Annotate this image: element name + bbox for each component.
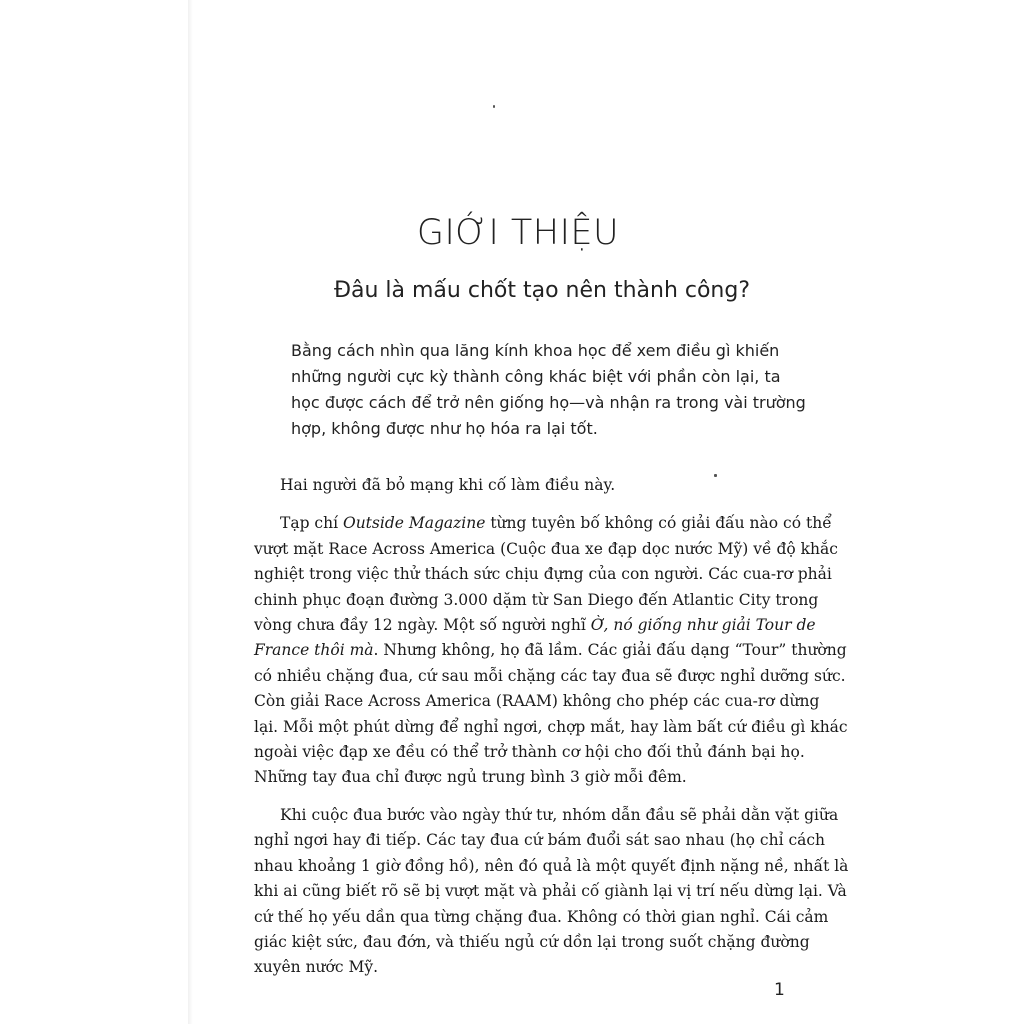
paragraph-line bbox=[254, 613, 816, 638]
abstract-line: hợp, không được như họ hóa ra lại tốt. bbox=[291, 419, 598, 438]
italic-quote: France thôi mà bbox=[254, 641, 374, 660]
page-number: 1 bbox=[774, 980, 785, 1000]
paragraph-line: Những tay đua chỉ được ngủ trung bình 3 giờ mỗi đêm. bbox=[254, 768, 687, 787]
italic-quote: Ờ, nó giống như giải Tour de bbox=[590, 616, 816, 635]
paragraph-line: cứ thế họ yếu dần qua từng chặng đua. Không có thời gian nghỉ. Cái cảm bbox=[254, 907, 829, 926]
paragraph-line: chinh phục đoạn đường 3.000 dặm từ San Diego đến Atlantic City trong bbox=[254, 590, 819, 609]
print-speck bbox=[493, 105, 495, 108]
paragraph-line: xuyên nước Mỹ. bbox=[254, 958, 379, 977]
paragraph-line: vượt mặt Race Across America (Cuộc đua xe đạp dọc nước Mỹ) về độ khắc bbox=[254, 539, 838, 558]
paragraph-race-across-america bbox=[254, 511, 848, 790]
abstract-line: học được cách để trở nên giống họ—và nhận ra trong vài trường bbox=[291, 393, 806, 412]
chapter-subtitle: Đâu là mấu chốt tạo nên thành công? bbox=[333, 278, 751, 303]
paragraph-line: có nhiều chặng đua, cứ sau mỗi chặng các tay đua sẽ được nghỉ dưỡng sức. bbox=[254, 666, 846, 685]
text-run: vòng chưa đầy 12 ngày. Một số người nghĩ bbox=[254, 616, 591, 635]
chapter-abstract bbox=[291, 338, 806, 442]
text-run: Tạp chí bbox=[280, 514, 343, 533]
text-run: . Nhưng không, họ đã lầm. Các giải đấu dạng “Tour” thường bbox=[373, 641, 847, 660]
magazine-name: Outside Magazine bbox=[342, 514, 486, 533]
paragraph-line: nhau khoảng 1 giờ đồng hồ), nên đó quả là một quyết định nặng nề, nhất là bbox=[254, 856, 849, 875]
page-gutter-shadow bbox=[188, 0, 193, 1024]
paragraph-day-four bbox=[254, 803, 849, 981]
chapter-title: GIỚI THIỆU bbox=[416, 213, 620, 253]
paragraph-line: Còn giải Race Across America (RAAM) không cho phép các cua-rơ dừng bbox=[254, 692, 820, 711]
paragraph-line bbox=[254, 511, 832, 536]
paragraph-line: khi ai cũng biết rõ sẽ bị vượt mặt và phải cố giành lại vị trí nếu dừng lại. Và bbox=[254, 882, 847, 901]
paragraph-line: giác kiệt sức, đau đớn, và thiếu ngủ cứ dồn lại trong suốt chặng đường bbox=[254, 932, 810, 951]
paragraph-line: nghỉ ngơi hay đi tiếp. Các tay đua cứ bám đuổi sát sao nhau (họ chỉ cách bbox=[254, 831, 826, 850]
lead-sentence: Hai người đã bỏ mạng khi cố làm điều này. bbox=[280, 476, 616, 494]
text-run: từng tuyên bố không có giải đấu nào có thể bbox=[485, 514, 832, 533]
paragraph-line: lại. Mỗi một phút dừng để nghỉ ngơi, chợp mắt, hay làm bất cứ điều gì khác bbox=[254, 717, 848, 736]
abstract-line: Bằng cách nhìn qua lăng kính khoa học để xem điều gì khiến bbox=[291, 341, 780, 360]
paragraph-line: Khi cuộc đua bước vào ngày thứ tư, nhóm dẫn đầu sẽ phải dằn vặt giữa bbox=[280, 805, 839, 824]
body-text bbox=[254, 473, 849, 993]
abstract-line: những người cực kỳ thành công khác biệt với phần còn lại, ta bbox=[291, 367, 781, 386]
paragraph-line: nghiệt trong việc thử thách sức chịu đựng của con người. Các cua-rơ phải bbox=[254, 565, 832, 584]
paragraph-line: ngoài việc đạp xe đều có thể trở thành cơ hội cho đối thủ đánh bại họ. bbox=[254, 743, 805, 762]
paragraph-line bbox=[254, 638, 847, 663]
